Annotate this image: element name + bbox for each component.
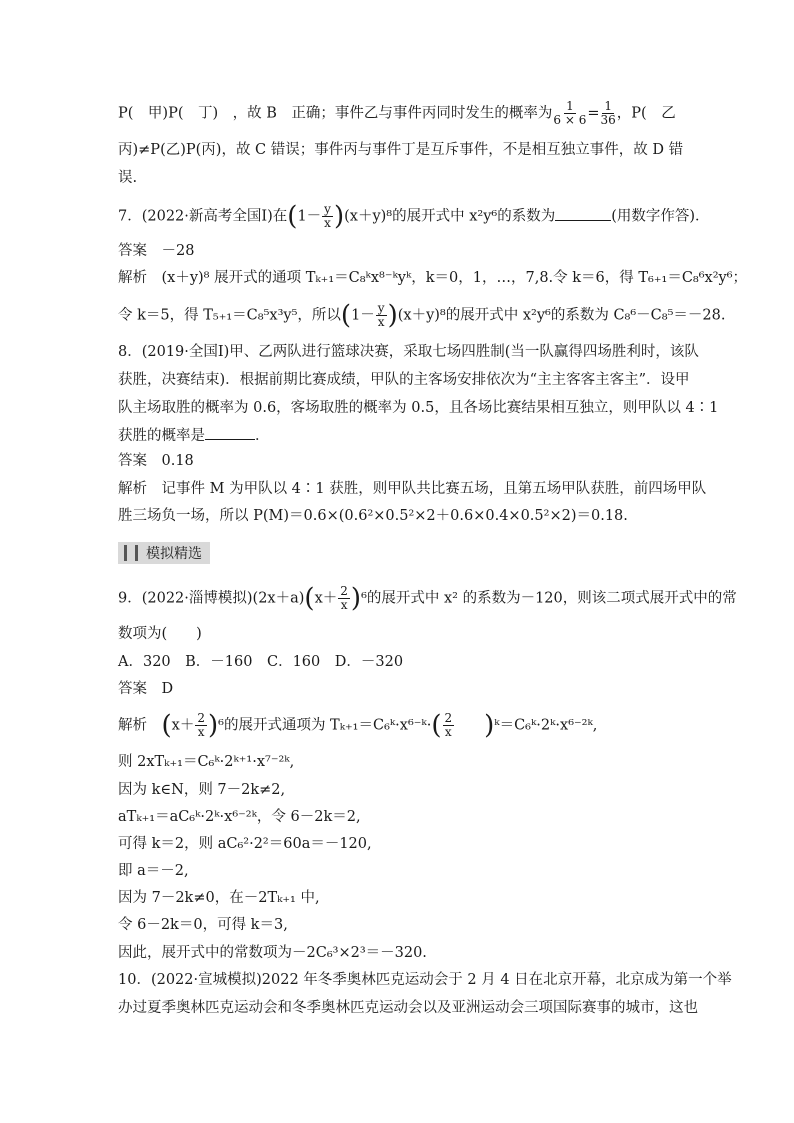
solution-line: 令 k＝5，得 T₅₊₁＝C₈⁵x³y⁵，所以(1－ $\frac{y}{x}$ )(x＋y)⁸的展开式中 x²y⁶的系数为 C₈⁶－C₈⁵＝－28.	[118, 300, 726, 331]
fraction: $\frac{y}{x}$	[324, 202, 331, 230]
solution-line: 解析 (x＋ $\frac{2}{x}$ )⁶的展开式通项为 Tₖ₊₁＝C₆ᵏ·x⁶⁻ᵏ·( $\frac{2}{x}$ )ᵏ＝C₆ᵏ·2ᵏ·x⁶⁻²ᵏ,	[118, 710, 598, 741]
text-line: 获胜的概率是 ．	[118, 425, 270, 446]
solution-step: 令 6－2k＝0，可得 k＝3,	[118, 917, 288, 933]
answer-line: 答案 0.18	[118, 453, 194, 469]
fraction: $\frac{2}{x}$	[444, 711, 453, 739]
solution-step: 则 2xTₖ₊₁＝C₆ᵏ·2ᵏ⁺¹·x⁷⁻²ᵏ,	[118, 754, 295, 770]
solution-step: 可得 k＝2，则 aC₆²·2²＝60a＝－120,	[118, 836, 372, 852]
answer-blank	[205, 425, 255, 440]
text-line: 获胜，决赛结束)．根据前期比赛成绩，甲队的主客场安排依次为“主主客客主客主”．设甲	[118, 372, 690, 388]
fraction: $\frac{y}{x}$	[377, 301, 385, 329]
fraction: $\frac{2}{x}$	[197, 711, 205, 739]
question-8: 8．(2019·全国Ⅰ)甲、乙两队进行篮球决赛，采取七场四胜制(当一队赢得四场胜利时，该队	[118, 344, 699, 360]
solution-line: 解析 记事件 M 为甲队以 4∶1 获胜，则甲队共比赛五场，且第五场甲队获胜，前四场甲队	[118, 481, 707, 497]
options-line: A．320 B．－160 C．160 D．－320	[118, 654, 404, 670]
section-title: 模拟精选	[146, 546, 202, 562]
text-line: P( 甲)P( 丁) ，故 B 正确；事件乙与事件丙同时发生的概率为 $\frac{1}{6 \times 6}$ = $\frac{1}{36}$ ，P( 乙	[118, 99, 676, 127]
text-line: 误.	[118, 170, 138, 186]
solution-step: 即 a＝－2,	[118, 863, 189, 879]
question-7: 7．(2022·新高考全国Ⅰ)在(1－ $\frac{y}{x}$ )(x＋y)⁸的展开式中 x²y⁶的系数为 (用数字作答)．	[118, 201, 710, 232]
text-line: 队主场取胜的概率为 0.6，客场取胜的概率为 0.5，且各场比赛结果相互独立，则甲队以 4∶1	[118, 400, 719, 416]
solution-step: aTₖ₊₁＝aC₆ᵏ·2ᵏ·x⁶⁻²ᵏ，令 6－2k＝2,	[118, 809, 361, 825]
fraction: $\frac{1}{36}$	[600, 99, 616, 127]
question-9: 9．(2022·淄博模拟)(2x＋a)(x＋ $\frac{2}{x}$ )⁶的展开式中 x² 的系数为－120，则该二项式展开式中的常	[118, 583, 737, 614]
solution-line: 解析 (x＋y)⁸ 展开式的通项 Tₖ₊₁＝C₈ᵏx⁸⁻ᵏyᵏ，k＝0，1，…，7,8.令 k＝6，得 T₆₊₁＝C₈⁶x²y⁶；	[118, 270, 748, 286]
solution-step: 因此，展开式中的常数项为－2C₆³×2³＝－320.	[118, 945, 427, 961]
fraction: $\frac{1}{6 \times 6}$	[553, 99, 587, 127]
question-10: 10．(2022·宣城模拟)2022 年冬季奥林匹克运动会于 2 月 4 日在北京开幕，北京成为第一个举	[118, 972, 732, 988]
section-header	[118, 542, 210, 564]
text-line: 数项为( )	[118, 626, 202, 642]
text-line: 丙)≠P(乙)P(丙)，故 C 错误；事件丙与事件丁是互斥事件，不是相互独立事件，故 D 错	[118, 142, 684, 158]
solution-step: 因为 7－2k≠0，在－2Tₖ₊₁ 中,	[118, 890, 320, 906]
solution-step: 因为 k∈N，则 7－2k≠2,	[118, 782, 286, 798]
answer-line: 答案 D	[118, 681, 174, 697]
answer-blank	[555, 206, 611, 221]
fraction: $\frac{2}{x}$	[340, 584, 348, 612]
answer-line: 答案 －28	[118, 243, 195, 259]
solution-line: 胜三场负一场，所以 P(M)＝0.6×(0.6²×0.5²×2＋0.6×0.4×0.5²×2)＝0.18.	[118, 508, 628, 524]
text-line: 办过夏季奥林匹克运动会和冬季奥林匹克运动会以及亚洲运动会三项国际赛事的城市，这也	[118, 1000, 698, 1016]
